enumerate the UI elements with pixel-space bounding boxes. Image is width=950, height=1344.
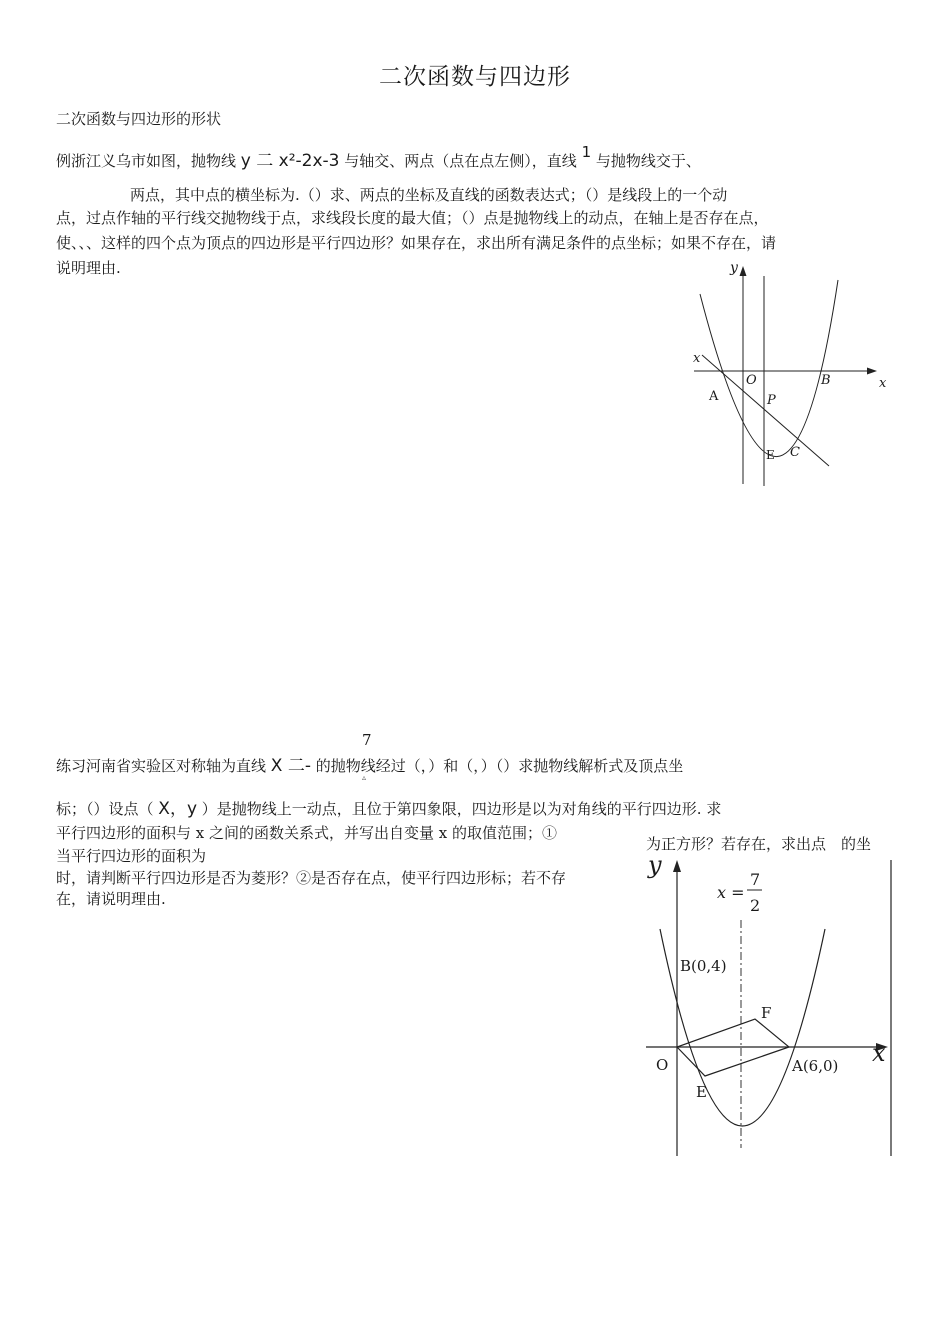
fig2-label-A: A(6,0)	[792, 1057, 839, 1075]
frac-numerator: 7	[362, 731, 372, 749]
point-xy: X，y	[158, 799, 198, 819]
fig2-axis-den: 2	[750, 896, 761, 915]
fig2-label-O: O	[656, 1056, 669, 1074]
example-line-5: 说明理由.	[56, 259, 121, 277]
fig1-label-A: A	[709, 389, 719, 404]
fig2-label-x: x	[872, 1039, 886, 1067]
fig2-label-B: B(0,4)	[680, 957, 727, 975]
fig1-label-y: y	[730, 260, 738, 276]
page-title: 二次函数与四边形	[379, 64, 571, 90]
fig1-label-P: P	[767, 393, 776, 408]
fig2-axis-eq: x =	[717, 883, 745, 902]
superscript-one: 1	[581, 143, 592, 161]
fig1-label-x-line: x	[693, 351, 701, 366]
fig2-label-F: F	[761, 1004, 772, 1022]
exercise-line-5: 时，请判断平行四边形是否为菱形？②是否存在点，使平行四边形标；若不存	[56, 869, 567, 887]
exercise-intro: 练习河南省实验区对称轴为直线	[56, 757, 267, 775]
frac-denominator: ▵	[362, 773, 367, 782]
fig2-axis-num: 7	[750, 870, 761, 889]
example-text: 与轴交、两点（点在点左侧），直线	[344, 152, 577, 170]
fig1-label-x-axis: x	[879, 376, 887, 391]
fig1-label-O: O	[746, 373, 757, 388]
example-line-4: 使、、、这样的四个点为顶点的四边形是平行四边形？如果存在，求出所有满足条件的点坐标；如果不存在，请	[56, 234, 777, 252]
exercise-line-2a: 标；（）设点（	[56, 800, 154, 818]
fig1-label-C: C	[790, 445, 800, 460]
fig2-label-y: y	[648, 851, 662, 879]
example-intro: 例浙江义乌市如图，抛物线	[56, 152, 237, 170]
example-line-3: 点，过点作轴的平行线交抛物线于点，求线段长度的最大值；（）点是抛物线上的动点，在轴上是否存在点，	[56, 209, 769, 227]
fig1-label-E: E	[766, 448, 775, 462]
parabola-formula: y 二 x²-2x-3	[240, 151, 340, 171]
fig2-label-E: E	[696, 1083, 707, 1101]
fig1-label-B: B	[821, 373, 831, 388]
fig2-y-arrow	[673, 860, 681, 872]
example-line-2: 两点，其中点的横坐标为.（）求、两点的坐标及直线的函数表达式；（）是线段上的一个动	[130, 186, 728, 204]
exercise-line-4: 当平行四边形的面积为	[56, 847, 207, 865]
exercise-text: 的抛物线经过（，）和（，）（）求抛物线解析式及顶点坐	[315, 757, 684, 775]
example-text-end: 与抛物线交于、	[595, 152, 701, 170]
axis-equation: X 二-	[270, 756, 311, 776]
exercise-side-text: 为正方形？若存在，求出点 的坐	[646, 835, 872, 853]
exercise-line-6: 在，请说明理由.	[56, 890, 166, 908]
exercise-line-3: 平行四边形的面积与 x 之间的函数关系式，并写出自变量 x 的取值范围；①	[56, 824, 557, 842]
section-title: 二次函数与四边形的形状	[56, 110, 222, 128]
exercise-line-2b: ）是抛物线上一动点，且位于第四象限，四边形是以为对角线的平行四边形. 求	[201, 800, 722, 818]
